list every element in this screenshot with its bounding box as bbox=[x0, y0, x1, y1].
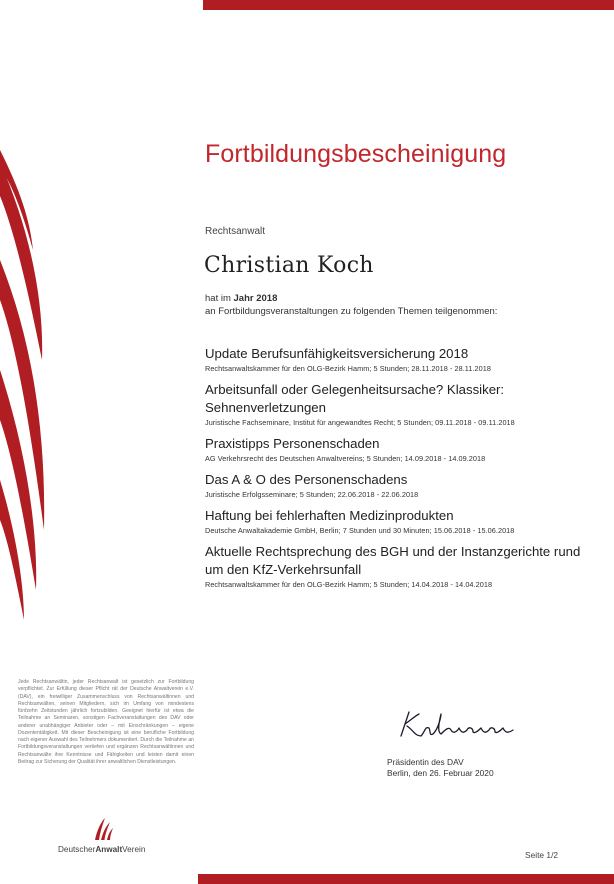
course-details: Rechtsanwaltskammer für den OLG-Bezirk Hamm; 5 Stunden; 14.04.2018 - 14.04.2018 bbox=[205, 580, 493, 589]
course-details: Juristische Fachseminare, Institut für angewandtes Recht; 5 Stunden; 09.11.2018 - 09.11.2018 bbox=[205, 418, 515, 427]
course-title: Praxistipps Personenschaden bbox=[205, 436, 380, 451]
year-line bbox=[205, 293, 277, 304]
course-details: Juristische Erfolgsseminare; 5 Stunden; 22.06.2018 - 22.06.2018 bbox=[205, 490, 419, 499]
salutation: Rechtsanwalt bbox=[205, 226, 266, 237]
course-title: Arbeitsunfall oder Gelegenheitsursache? Klassiker: Sehnenverletzungen bbox=[205, 382, 505, 415]
dav-logo-icon bbox=[93, 816, 115, 842]
course-item bbox=[205, 471, 595, 499]
logo-text-end: Verein bbox=[122, 845, 146, 854]
certificate-title: Fortbildungsbescheinigung bbox=[205, 140, 507, 168]
participant-name: Christian Koch bbox=[204, 253, 374, 278]
year-label: Jahr 2018 bbox=[233, 293, 278, 304]
course-title: Haftung bei fehlerhaften Medizinprodukten bbox=[205, 508, 454, 523]
page-number: Seite 1/2 bbox=[525, 850, 559, 860]
decorative-swoosh bbox=[0, 150, 60, 710]
course-item bbox=[205, 543, 595, 589]
course-details: AG Verkehrsrecht des Deutschen Anwaltvereins; 5 Stunden; 14.09.2018 - 14.09.2018 bbox=[205, 454, 486, 463]
course-title: Aktuelle Rechtsprechung des BGH und der Instanzgerichte rund um den KfZ-Verkehrsunfall bbox=[205, 544, 581, 577]
course-item bbox=[205, 435, 595, 463]
year-prefix: hat im bbox=[205, 293, 231, 304]
signature-role: Präsidentin des DAV bbox=[387, 757, 464, 767]
top-accent-bar bbox=[203, 0, 614, 10]
course-list bbox=[205, 345, 595, 597]
course-title: Update Berufsunfähigkeitsversicherung 2018 bbox=[205, 346, 469, 361]
course-item bbox=[205, 345, 595, 373]
logo-text-normal: Deutscher bbox=[58, 845, 96, 854]
intro-line: an Fortbildungsveranstaltungen zu folgenden Themen teilgenommen: bbox=[205, 306, 498, 317]
course-details: Deutsche Anwaltakademie GmbH, Berlin; 7 Stunden und 30 Minuten; 15.06.2018 - 15.06.2018 bbox=[205, 526, 515, 535]
bottom-accent-bar bbox=[198, 874, 614, 884]
course-item bbox=[205, 381, 595, 427]
signature-image bbox=[395, 706, 530, 746]
info-text: Jede Rechtsanwältin, jeder Rechtsanwalt ist gesetzlich zur Fortbildung verpflichtet. Zur Erfüllung dieser Pflicht rät der Deutsche Anwaltverein e.V. (DAV), ein freiwilliger Zusammenschluss von Rechtsanwältinnen und Rechtsanwälten, seinen Mitgliedern, sich im Umfang von mindestens fünfzehn Zeitstunden jährlich fortzubilden. Geeignet hierfür ist etwa die Teilnahme an Seminaren, sonstigen Fachveranstaltungen des DAV oder anderer unabhängiger Anbieter oder – mit Einschränkungen – eigene Dozententätigkeit. Mit dieser Bescheinigung ist eine berufliche Fortbildung nach eigener Auswahl des Teilnehmers dokumentiert. Durch die Teilnahme an Fortbildungsveranstaltungen vertiefen und ergänzen Rechtsanwältinnen und Rechtsanwälte ihre Kenntnisse und Fähigkeiten und leisten damit einen Beitrag zur Sicherung der Qualität ihrer anwaltlichen Dienstleistungen. bbox=[18, 679, 194, 765]
logo-text-bold: Anwalt bbox=[95, 845, 123, 854]
dav-logo-text bbox=[58, 845, 145, 854]
course-details: Rechtsanwaltskammer für den OLG-Bezirk Hamm; 5 Stunden; 28.11.2018 - 28.11.2018 bbox=[205, 364, 491, 373]
course-title: Das A & O des Personenschadens bbox=[205, 472, 408, 487]
signature-place-date: Berlin, den 26. Februar 2020 bbox=[387, 768, 494, 778]
course-item bbox=[205, 507, 595, 535]
